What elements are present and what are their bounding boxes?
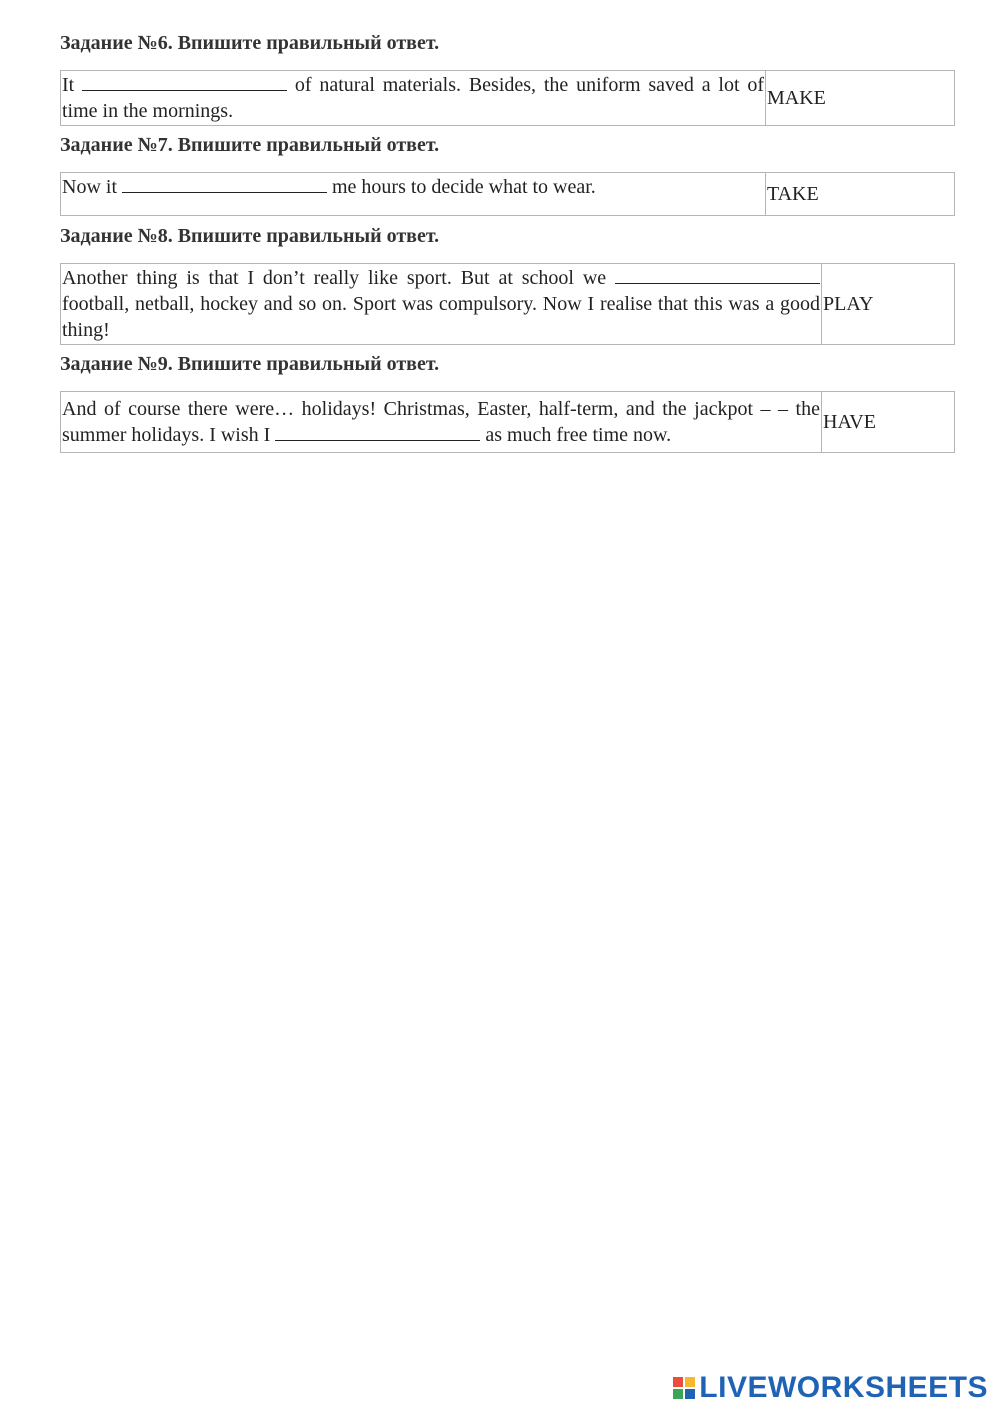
task-6-word: MAKE	[766, 71, 955, 126]
task-8-sentence: Another thing is that I don’t really like sport. But at school we football, netball, hockey and so on. Sport was compulsory. Now I realise that this was a good thing!	[61, 264, 822, 345]
logo-square	[673, 1389, 683, 1399]
task-9-word: HAVE	[822, 392, 955, 453]
logo-square	[673, 1377, 683, 1387]
answer-gap[interactable]	[615, 265, 820, 284]
task-8-title: Задание №8. Впишите правильный ответ.	[60, 225, 440, 247]
logo-text: LIVEWORKSHEETS	[699, 1371, 988, 1404]
task-6-table	[60, 70, 955, 126]
task-9-table	[60, 391, 955, 453]
task-7-table	[60, 172, 955, 216]
task-8-table	[60, 263, 955, 345]
logo-square	[685, 1389, 695, 1399]
task-7-sentence: Now it me hours to decide what to wear.	[61, 173, 766, 216]
task-8-word: PLAY	[822, 264, 955, 345]
task-6-title: Задание №6. Впишите правильный ответ.	[60, 32, 440, 54]
answer-gap[interactable]	[275, 422, 480, 441]
task-9-title: Задание №9. Впишите правильный ответ.	[60, 353, 440, 375]
answer-gap[interactable]	[82, 72, 287, 91]
task-7-title: Задание №7. Впишите правильный ответ.	[60, 134, 440, 156]
task-9-sentence: And of course there were… holidays! Christmas, Easter, half-term, and the jackpot – – the summer holidays. I wish I as much free time now.	[61, 392, 822, 453]
logo-square	[685, 1377, 695, 1387]
task-6-sentence: It of natural materials. Besides, the uniform saved a lot of time in the mornings.	[61, 71, 766, 126]
logo-grid-icon	[673, 1377, 695, 1399]
liveworksheets-logo	[673, 1370, 988, 1406]
answer-gap[interactable]	[122, 174, 327, 193]
task-7-word: TAKE	[766, 173, 955, 216]
